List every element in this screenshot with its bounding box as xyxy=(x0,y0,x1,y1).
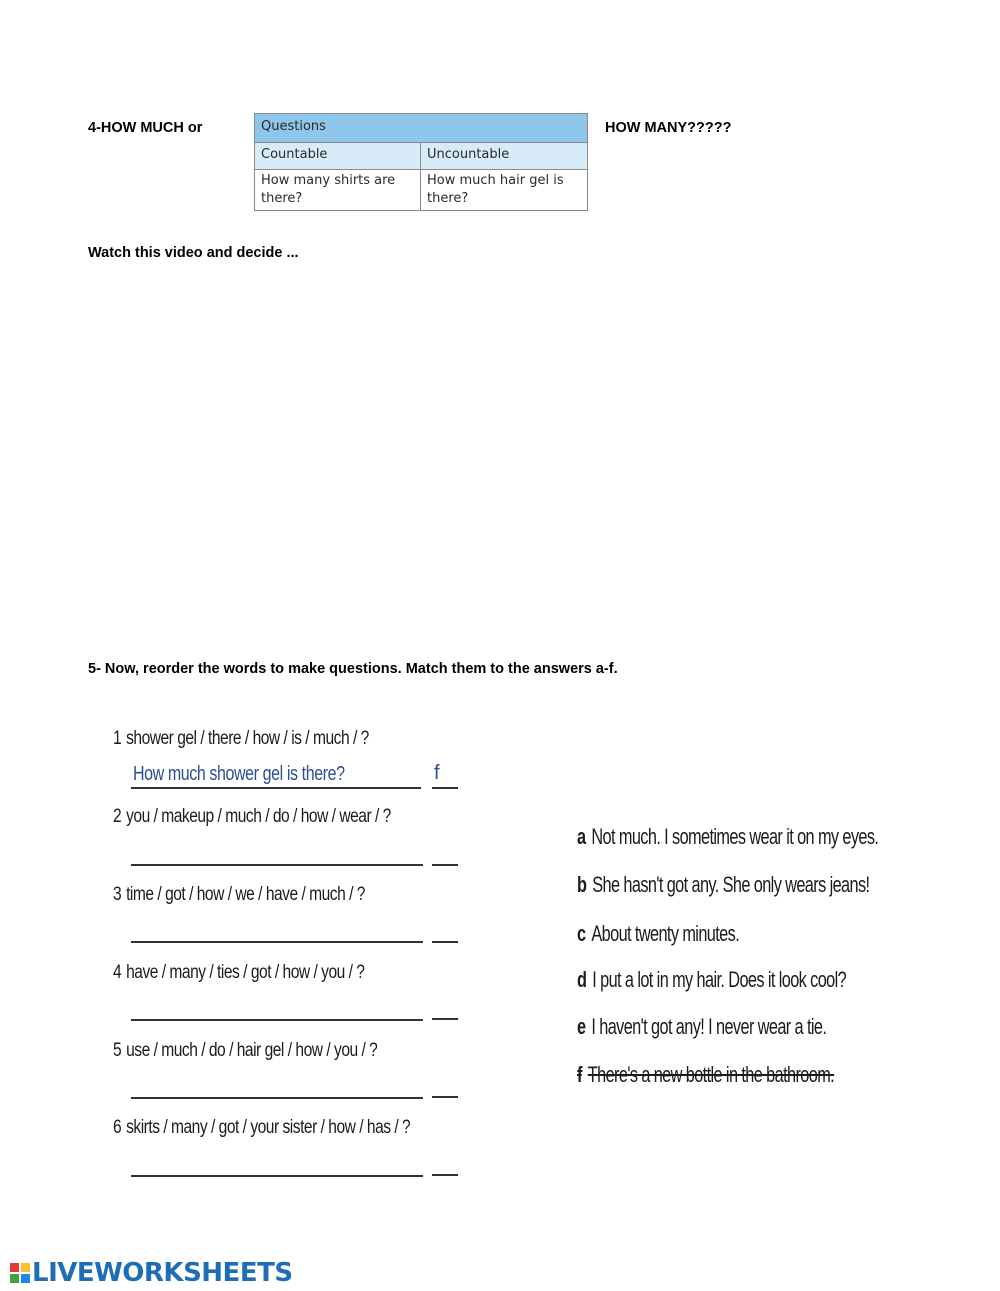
question-text: shower gel / there / how / is / much / ? xyxy=(126,728,369,749)
table-title: Questions xyxy=(255,114,588,143)
question-number: 4 xyxy=(113,962,122,983)
question-number: 5 xyxy=(113,1040,122,1061)
table-col-uncountable: Uncountable xyxy=(421,143,588,170)
answer-letter: e xyxy=(577,1014,586,1039)
match-input-1[interactable]: f xyxy=(434,762,440,784)
question-5 xyxy=(113,1040,377,1062)
answer-input-2[interactable] xyxy=(131,864,423,866)
match-input-4[interactable] xyxy=(432,1018,458,1020)
answer-option-c xyxy=(577,921,739,947)
match-line-1 xyxy=(432,787,458,789)
match-input-3[interactable] xyxy=(432,941,458,943)
question-1 xyxy=(113,728,369,750)
answer-option-e xyxy=(577,1014,826,1040)
section5-heading: 5- Now, reorder the words to make questions. Match them to the answers a-f. xyxy=(88,661,618,677)
answer-input-3[interactable] xyxy=(131,941,423,943)
answer-text: Not much. I sometimes wear it on my eyes. xyxy=(591,824,879,849)
answer-line-1 xyxy=(131,787,421,789)
question-text: use / much / do / hair gel / how / you / ? xyxy=(126,1040,378,1061)
answer-letter: c xyxy=(577,921,586,946)
table-col-countable: Countable xyxy=(255,143,421,170)
question-number: 3 xyxy=(113,884,122,905)
logo-text: LIVEWORKSHEETS xyxy=(32,1258,293,1288)
question-6 xyxy=(113,1117,410,1139)
answer-input-1[interactable]: How much shower gel is there? xyxy=(133,763,345,785)
section4-heading-right: HOW MANY????? xyxy=(605,120,732,136)
question-number: 2 xyxy=(113,806,122,827)
answer-text: There's a new bottle in the bathroom. xyxy=(587,1062,835,1087)
match-input-2[interactable] xyxy=(432,864,458,866)
answer-letter: b xyxy=(577,872,587,897)
answer-letter: f xyxy=(577,1062,582,1087)
question-text: have / many / ties / got / how / you / ? xyxy=(126,962,365,983)
table-cell-countable: How many shirts are there? xyxy=(255,170,421,211)
answer-text: She hasn't got any. She only wears jeans! xyxy=(592,872,870,897)
answer-text: About twenty minutes. xyxy=(591,921,740,946)
question-4 xyxy=(113,962,364,984)
question-3 xyxy=(113,884,365,906)
question-number: 6 xyxy=(113,1117,122,1138)
answer-letter: d xyxy=(577,967,587,992)
question-text: time / got / how / we / have / much / ? xyxy=(126,884,365,905)
match-input-6[interactable] xyxy=(432,1174,458,1176)
answer-input-4[interactable] xyxy=(131,1019,423,1021)
answer-text: I haven't got any! I never wear a tie. xyxy=(591,1014,827,1039)
logo-mark-icon xyxy=(10,1263,30,1283)
question-2 xyxy=(113,806,391,828)
question-number: 1 xyxy=(113,728,122,749)
answer-option-f xyxy=(577,1062,834,1088)
liveworksheets-logo xyxy=(10,1258,293,1288)
question-text: skirts / many / got / your sister / how / has / ? xyxy=(126,1117,411,1138)
answer-letter: a xyxy=(577,824,586,849)
question-text: you / makeup / much / do / how / wear / ? xyxy=(126,806,391,827)
table-cell-uncountable: How much hair gel is there? xyxy=(421,170,588,211)
watch-instruction: Watch this video and decide ... xyxy=(88,245,299,261)
answer-text: I put a lot in my hair. Does it look cool? xyxy=(592,967,847,992)
answer-input-6[interactable] xyxy=(131,1175,423,1177)
answer-input-5[interactable] xyxy=(131,1097,423,1099)
match-input-5[interactable] xyxy=(432,1096,458,1098)
section4-heading-left: 4-HOW MUCH or xyxy=(88,120,203,136)
grammar-table xyxy=(254,113,588,211)
answer-option-b xyxy=(577,872,869,898)
answer-option-a xyxy=(577,824,878,850)
answer-option-d xyxy=(577,967,846,993)
